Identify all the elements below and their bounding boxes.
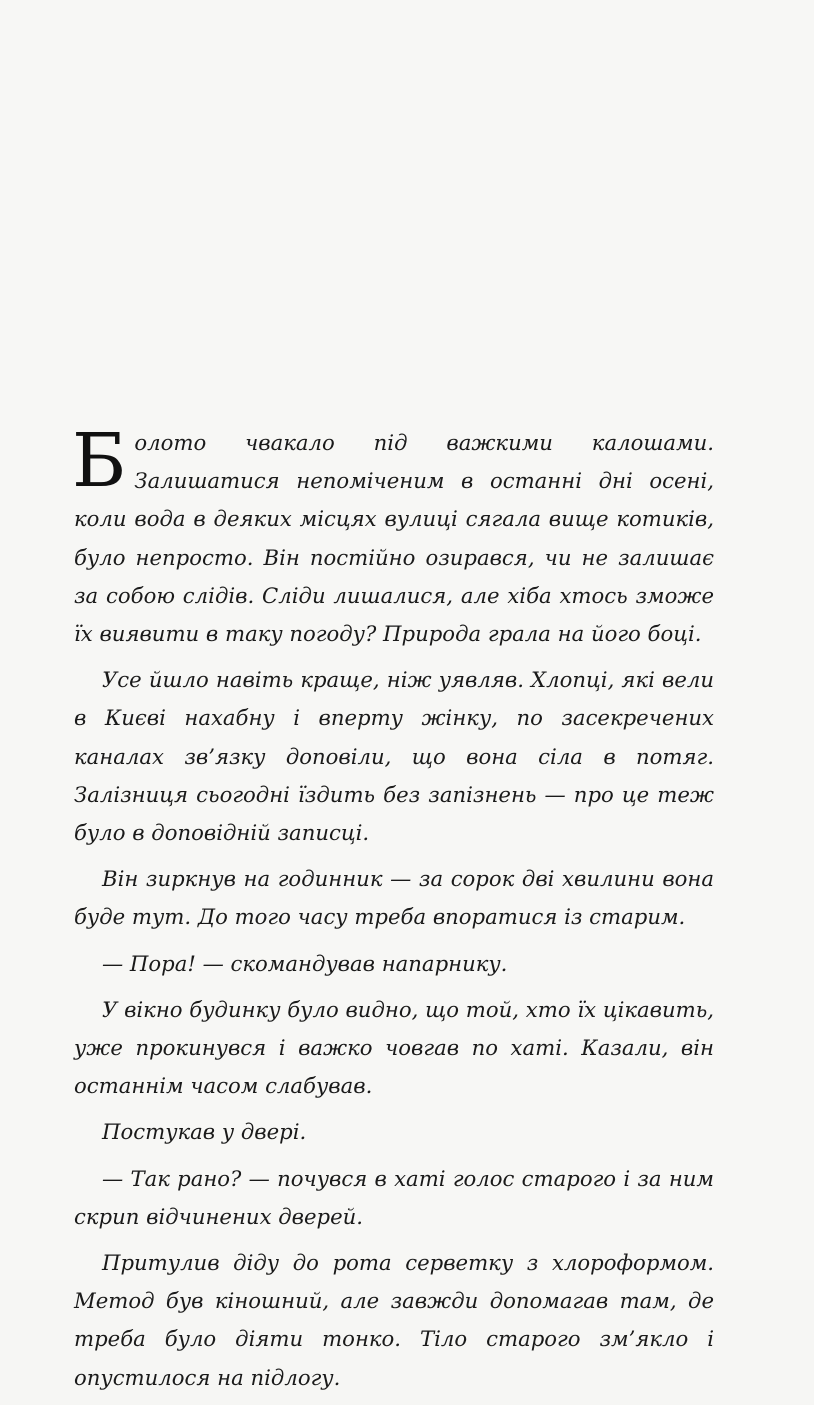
paragraph-1-text: олото чвакало під важкими калошами. Залишатися непоміченим в останні дні осені, коли вода в деяких місцях вулиці сягала вище котиків, було непросто. Він постійно озирався, чи не залишає за собою слідів. Сліди лишалися, але хіба хтось зможе їх виявити в таку погоду? Природа грала на його боці. bbox=[74, 430, 714, 647]
drop-cap: Б bbox=[72, 418, 127, 504]
paragraph-1 bbox=[72, 418, 714, 653]
paragraph-7-dialogue: — Так рано? — почувся в хаті голос старого і за ним скрип відчинених дверей. bbox=[74, 1165, 714, 1229]
paragraph-6: Постукав у двері. bbox=[102, 1119, 307, 1145]
paragraph-4-dialogue: — Пора! — скомандував напарнику. bbox=[102, 950, 508, 976]
body-text bbox=[72, 418, 714, 1405]
paragraph-5: У вікно будинку було видно, що той, хто їх цікавить, уже прокинувся і важко човгав по хаті. Казали, він останнім часом слабував. bbox=[74, 996, 714, 1099]
paragraph-8: Притулив діду до рота серветку з хлороформом. Метод був кіношний, але завжди допомагав там, де треба було діяти тонко. Тіло старого зм’якло і опустилося на підлогу. bbox=[74, 1250, 714, 1390]
paragraph-3: Він зиркнув на годинник — за сорок дві хвилини вона буде тут. До того часу треба впоратися із старим. bbox=[74, 866, 714, 930]
paragraph-2: Усе йшло навіть краще, ніж уявляв. Хлопці, які вели в Києві нахабну і вперту жінку, по засекречених каналах зв’язку доповіли, що вона сіла в потяг. Залізниця сьогодні їздить без запізнень — про це теж було в доповідній записці. bbox=[74, 667, 714, 846]
